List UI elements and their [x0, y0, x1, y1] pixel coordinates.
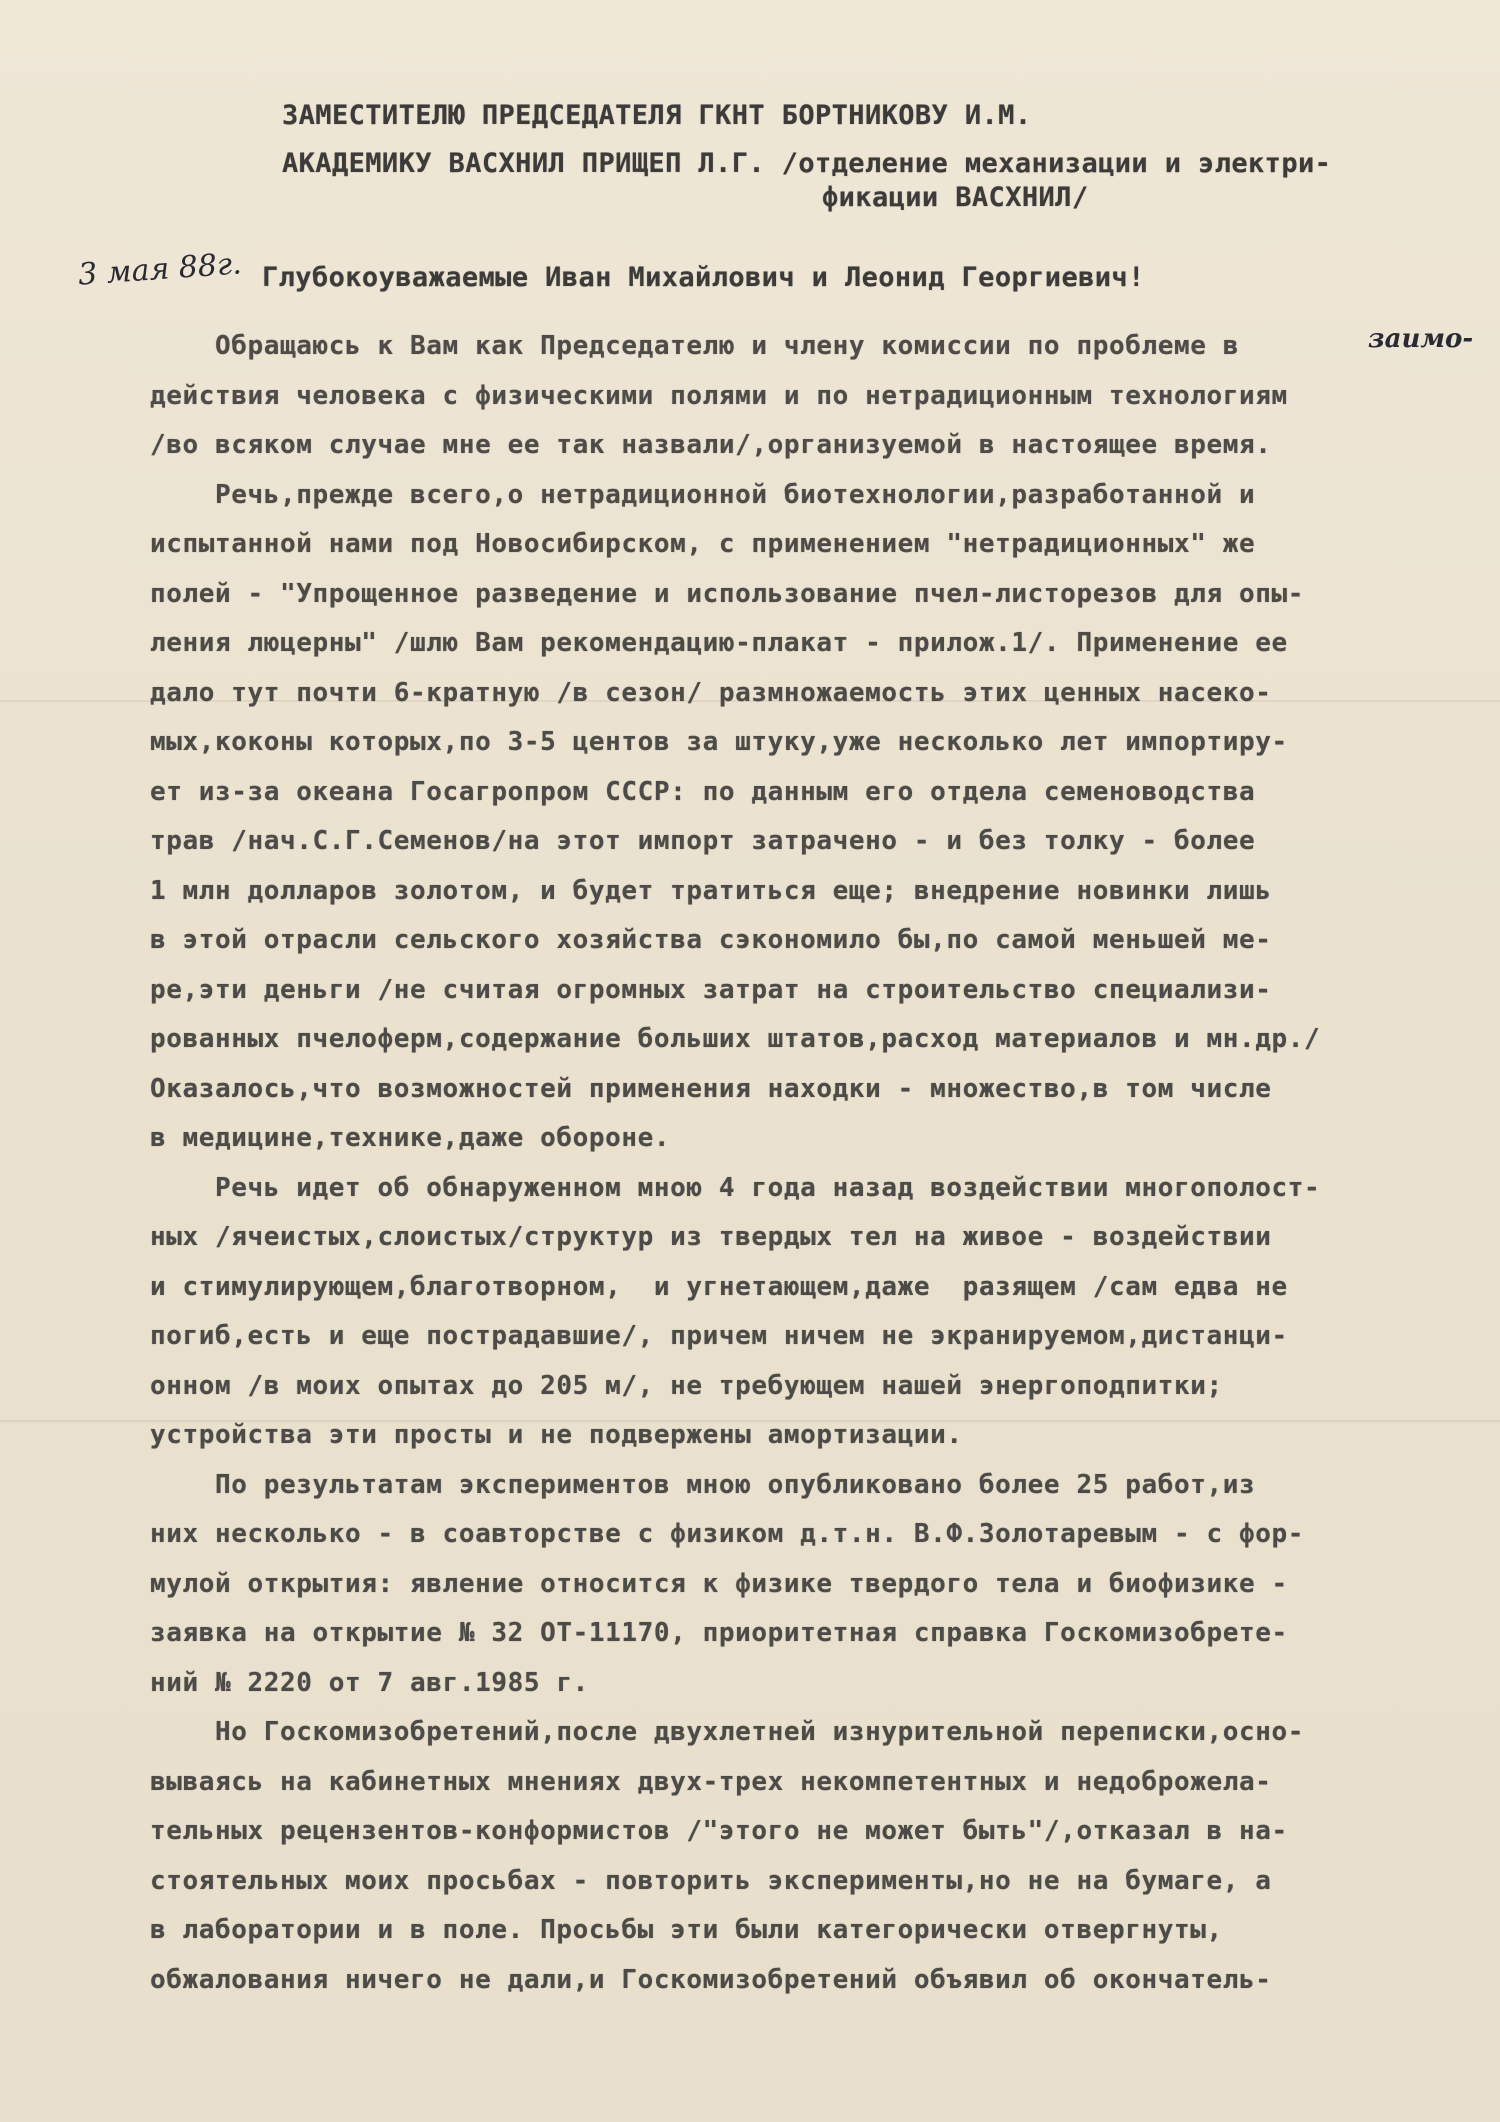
body-line: полей - "Упрощенное разведение и использование пчел-листорезов для опы- [150, 578, 1304, 609]
body-line: и стимулирующем,благотворном, и угнетающем,даже разящем /сам едва не [150, 1271, 1288, 1302]
body-line: ных /ячеистых,слоистых/структур из твердых тел на живое - воздействии [150, 1222, 1272, 1252]
body-line: 1 млн долларов золотом, и будет тратиться еще; внедрение новинки лишь [150, 875, 1272, 906]
body-line: ления люцерны" /шлю Вам рекомендацию-плакат - прилож.1/. Применение ее [150, 628, 1288, 658]
body-line: стоятельных моих просьбах - повторить эксперименты,но не на бумаге, а [150, 1865, 1272, 1896]
handwritten-insert: заимо- [1368, 324, 1474, 354]
body-line: испытанной нами под Новосибирском, с применением "нетрадиционных" же [150, 529, 1256, 559]
addressee-line-1: ЗАМЕСТИТЕЛЮ ПРЕДСЕДАТЕЛЯ ГКНТ БОРТНИКОВУ И.М. [282, 100, 1032, 131]
body-line: Речь идет об обнаруженном мною 4 года назад воздействии многополост- [150, 1172, 1321, 1203]
body-line: дало тут почти 6-кратную /в сезон/ размножаемость этих ценных насеко- [150, 677, 1272, 708]
body-line: Оказалось,что возможностей применения находки - множество,в том числе [150, 1073, 1272, 1104]
body-line: ет из-за океана Госагропром СССР: по данным его отдела семеноводства [150, 776, 1256, 807]
body-line: действия человека с физическими полями и по нетрадиционным технологиям [150, 380, 1288, 411]
body-line: трав /нач.С.Г.Семенов/на этот импорт затрачено - и без толку - более [150, 826, 1256, 856]
handwritten-date: 3 мая 88г. [76, 246, 243, 293]
body-line: устройства эти просты и не подвержены амортизации. [150, 1420, 963, 1450]
body-line: в лаборатории и в поле. Просьбы эти были категорически отвергнуты, [150, 1915, 1223, 1945]
body-line: ре,эти деньги /не считая огромных затрат на строительство специализи- [150, 974, 1272, 1005]
body-line: в этой отрасли сельского хозяйства сэкономило бы,по самой меньшей ме- [150, 925, 1272, 955]
addressee-line-3: фикации ВАСХНИЛ/ [822, 182, 1089, 213]
addressee-line-2: АКАДЕМИКУ ВАСХНИЛ ПРИЩЕП Л.Г. /отделение механизации и электри- [282, 148, 1332, 179]
body-line: рованных пчелоферм,содержание больших штатов,расход материалов и мн.др./ [150, 1024, 1321, 1054]
body-line: ний № 2220 от 7 авг.1985 г. [150, 1667, 589, 1698]
body-line: Но Госкомизобретений,после двухлетней изнурительной переписки,осно- [150, 1717, 1304, 1747]
body-line: тельных рецензентов-конформистов /"этого не может быть"/,отказал в на- [150, 1816, 1288, 1846]
greeting: Глубокоуважаемые Иван Михайлович и Леонид Георгиевич! [262, 262, 1145, 293]
body-line: По результатам экспериментов мною опубликовано более 25 работ,из [150, 1469, 1256, 1500]
body-line: Обращаюсь к Вам как Председателю и члену комиссии по проблеме в [150, 331, 1239, 361]
body-line: мых,коконы которых,по 3-5 центов за штуку,уже несколько лет импортиру- [150, 727, 1288, 757]
body-line: онном /в моих опытах до 205 м/, не требующем нашей энергоподпитки; [150, 1370, 1223, 1401]
body-line: мулой открытия: явление относится к физике твердого тела и биофизике - [150, 1568, 1288, 1599]
body-line: Речь,прежде всего,о нетрадиционной биотехнологии,разработанной и [150, 479, 1256, 510]
body-line: погиб,есть и еще пострадавшие/, причем ничем не экранируемом,дистанци- [150, 1321, 1288, 1351]
body-line: них несколько - в соавторстве с физиком д.т.н. В.Ф.Золотаревым - с фор- [150, 1519, 1304, 1549]
body-line: /во всяком случае мне ее так назвали/,организуемой в настоящее время. [150, 430, 1272, 460]
body-line: обжалования ничего не дали,и Госкомизобретений объявил об окончатель- [150, 1964, 1272, 1995]
body-line: в медицине,технике,даже обороне. [150, 1123, 671, 1153]
body-line: вываясь на кабинетных мнениях двух-трех некомпетентных и недоброжела- [150, 1766, 1272, 1797]
body-line: заявка на открытие № 32 ОТ-11170, приоритетная справка Госкомизобрете- [150, 1618, 1288, 1648]
letter-body [150, 322, 1320, 2005]
